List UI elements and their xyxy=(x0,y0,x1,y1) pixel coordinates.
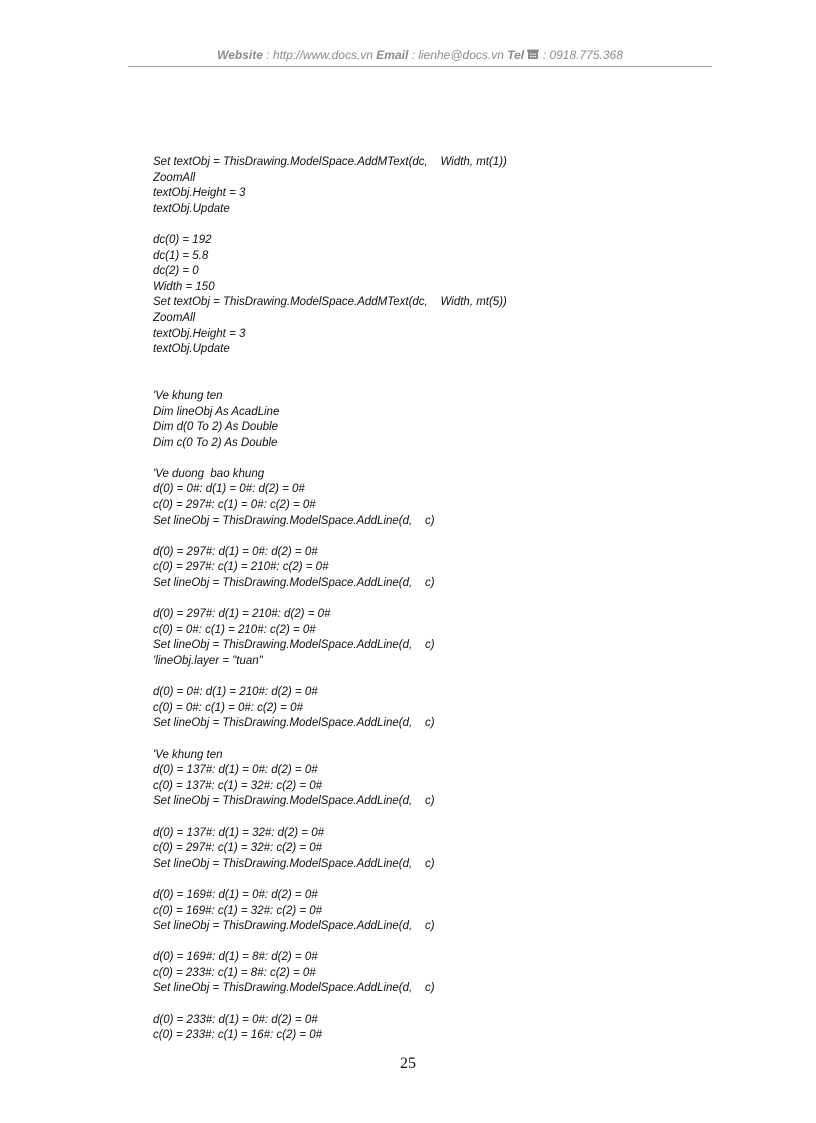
email-value: : lienhe@docs.vn xyxy=(408,48,508,62)
code-line xyxy=(153,358,713,374)
code-line: Set lineObj = ThisDrawing.ModelSpace.AddLine(d, c) xyxy=(153,920,435,933)
code-line: Set lineObj = ThisDrawing.ModelSpace.AddLine(d, c) xyxy=(153,639,435,652)
code-line: Set lineObj = ThisDrawing.ModelSpace.AddLine(d, c) xyxy=(153,795,435,808)
phone-icon xyxy=(527,49,539,63)
code-line: dc(0) = 192 xyxy=(153,233,212,246)
code-line: c(0) = 0#: c(1) = 0#: c(2) = 0# xyxy=(153,701,303,714)
code-line xyxy=(153,872,713,888)
code-line: 'Ve khung ten xyxy=(153,748,223,761)
code-line xyxy=(153,373,713,389)
code-line xyxy=(153,670,713,686)
code-line: d(0) = 297#: d(1) = 210#: d(2) = 0# xyxy=(153,608,331,621)
code-line xyxy=(153,732,713,748)
code-line: Set lineObj = ThisDrawing.ModelSpace.AddLine(d, c) xyxy=(153,717,435,730)
code-line: textObj.Height = 3 xyxy=(153,327,246,340)
code-line: c(0) = 137#: c(1) = 32#: c(2) = 0# xyxy=(153,779,323,792)
code-line: ZoomAll xyxy=(153,311,196,324)
code-line: Set lineObj = ThisDrawing.ModelSpace.AddLine(d, c) xyxy=(153,577,435,590)
code-line: Dim d(0 To 2) As Double xyxy=(153,421,279,434)
code-line: Set textObj = ThisDrawing.ModelSpace.AddMText(dc, Width, mt(5)) xyxy=(153,296,507,309)
code-line: ZoomAll xyxy=(153,171,196,184)
code-line: d(0) = 233#: d(1) = 0#: d(2) = 0# xyxy=(153,1013,318,1026)
code-listing xyxy=(153,155,713,1044)
code-line: 'lineObj.layer = "tuan" xyxy=(153,655,263,667)
code-line xyxy=(153,529,713,545)
code-line: c(0) = 169#: c(1) = 32#: c(2) = 0# xyxy=(153,904,323,917)
code-line: Width = 150 xyxy=(153,280,215,293)
code-line: d(0) = 0#: d(1) = 210#: d(2) = 0# xyxy=(153,686,318,699)
email-label: Email xyxy=(376,48,409,62)
code-line xyxy=(153,997,713,1013)
tel-value: : 0918.775.368 xyxy=(539,48,623,62)
code-line: c(0) = 0#: c(1) = 210#: c(2) = 0# xyxy=(153,623,316,636)
website-value: : http://www.docs.vn xyxy=(262,48,377,62)
header-divider xyxy=(128,66,712,67)
code-line: 'Ve duong bao khung xyxy=(153,467,265,480)
code-line: dc(2) = 0 xyxy=(153,265,199,278)
code-line xyxy=(153,592,713,608)
code-line: d(0) = 0#: d(1) = 0#: d(2) = 0# xyxy=(153,483,305,496)
code-line: c(0) = 297#: c(1) = 0#: c(2) = 0# xyxy=(153,499,316,512)
code-line: c(0) = 297#: c(1) = 32#: c(2) = 0# xyxy=(153,842,323,855)
page-header xyxy=(128,48,712,66)
code-line: textObj.Height = 3 xyxy=(153,187,246,200)
code-line: Set textObj = ThisDrawing.ModelSpace.AddMText(dc, Width, mt(1)) xyxy=(153,156,507,168)
code-line: c(0) = 233#: c(1) = 8#: c(2) = 0# xyxy=(153,966,316,979)
code-line xyxy=(153,217,713,233)
tel-label: Tel xyxy=(507,48,528,62)
code-line: d(0) = 169#: d(1) = 0#: d(2) = 0# xyxy=(153,888,318,901)
code-line xyxy=(153,451,713,467)
page-number: 25 xyxy=(400,1055,416,1072)
code-line xyxy=(153,810,713,826)
code-line: c(0) = 233#: c(1) = 16#: c(2) = 0# xyxy=(153,1029,323,1042)
code-line: Set lineObj = ThisDrawing.ModelSpace.AddLine(d, c) xyxy=(153,982,435,995)
code-line: textObj.Update xyxy=(153,343,230,356)
code-line: Set lineObj = ThisDrawing.ModelSpace.AddLine(d, c) xyxy=(153,857,435,870)
code-line: 'Ve khung ten xyxy=(153,389,223,402)
code-line: textObj.Update xyxy=(153,202,230,215)
code-line: dc(1) = 5.8 xyxy=(153,249,209,262)
code-line: Dim lineObj As AcadLine xyxy=(153,405,280,418)
website-label: Website xyxy=(217,48,263,62)
code-line: Set lineObj = ThisDrawing.ModelSpace.AddLine(d, c) xyxy=(153,514,435,527)
code-line: c(0) = 297#: c(1) = 210#: c(2) = 0# xyxy=(153,561,329,574)
code-line: d(0) = 169#: d(1) = 8#: d(2) = 0# xyxy=(153,951,318,964)
code-line: d(0) = 137#: d(1) = 0#: d(2) = 0# xyxy=(153,764,318,777)
code-line: d(0) = 297#: d(1) = 0#: d(2) = 0# xyxy=(153,545,318,558)
code-line: Dim c(0 To 2) As Double xyxy=(153,436,278,449)
code-line: d(0) = 137#: d(1) = 32#: d(2) = 0# xyxy=(153,826,325,839)
code-line xyxy=(153,935,713,951)
